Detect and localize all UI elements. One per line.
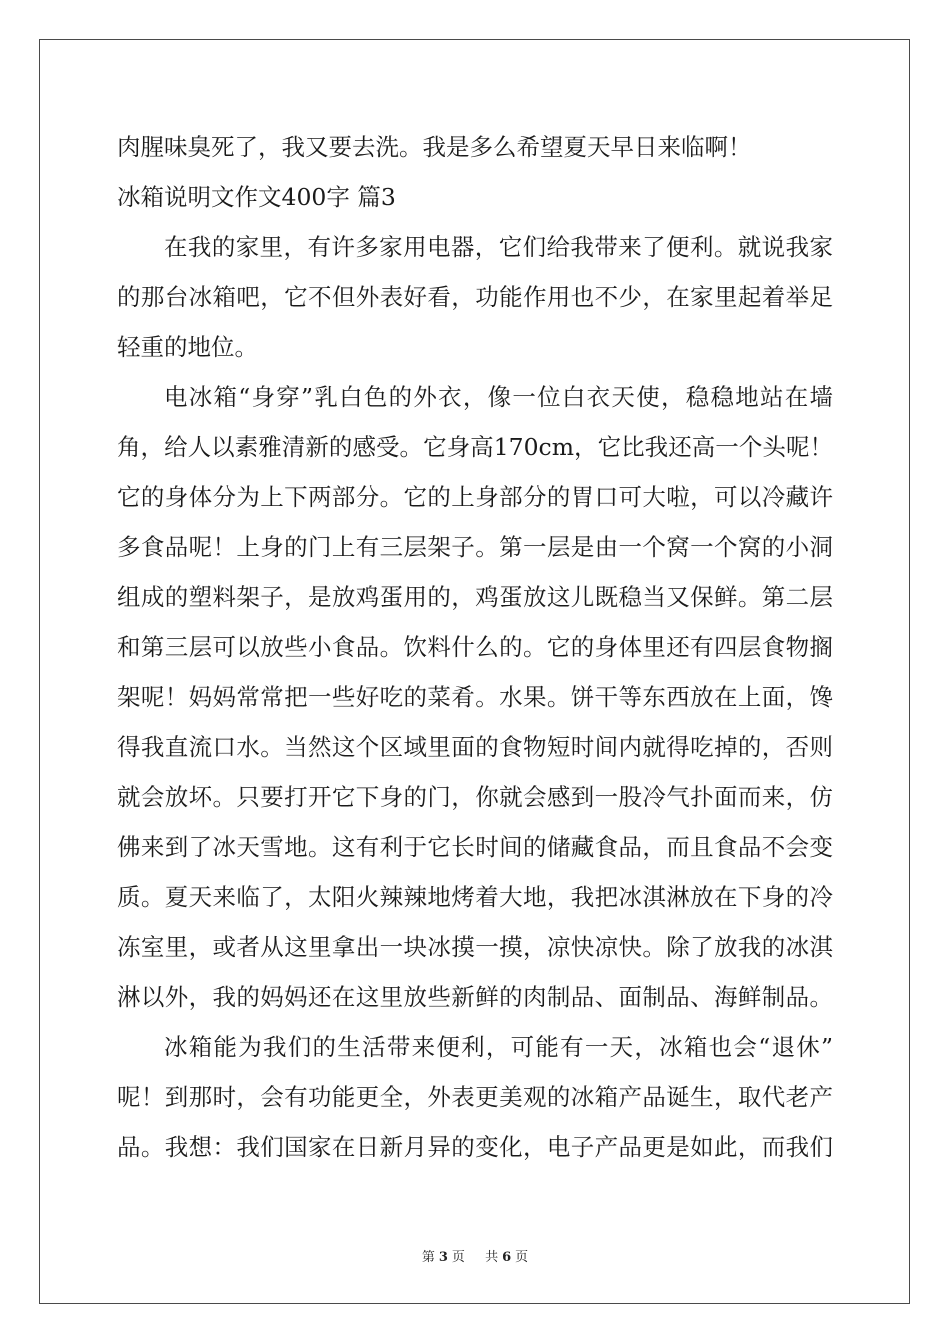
paragraph-line: 多食品呢！上身的门上有三层架子。第一层是由一个窝一个窝的小洞 <box>117 533 833 561</box>
paragraph-line: 呢！到那时，会有功能更全，外表更美观的冰箱产品诞生，取代老产 <box>117 1083 833 1111</box>
page-unit: 页 <box>451 1250 465 1265</box>
paragraph-line: 组成的塑料架子，是放鸡蛋用的，鸡蛋放这儿既稳当又保鲜。第二层 <box>117 583 833 611</box>
paragraph-line: 它的身体分为上下两部分。它的上身部分的胃口可大啦，可以冷藏许 <box>117 483 833 511</box>
paragraph-line: 质。夏天来临了，太阳火辣辣地烤着大地，我把冰淇淋放在下身的冷 <box>117 883 833 911</box>
paragraph-line: 冻室里，或者从这里拿出一块冰摸一摸，凉快凉快。除了放我的冰淇 <box>117 933 833 961</box>
current-page: 3 <box>438 1250 448 1265</box>
section-heading: 冰箱说明文作文400字 篇3 <box>117 183 396 211</box>
paragraph-line: 轻重的地位。 <box>117 333 258 361</box>
total-unit: 页 <box>515 1250 529 1265</box>
page-total <box>477 1250 536 1265</box>
paragraph-line: 架呢！妈妈常常把一些好吃的菜肴。水果。饼干等东西放在上面，馋 <box>117 683 833 711</box>
page-number <box>414 1250 473 1265</box>
paragraph-line: 电冰箱“身穿”乳白色的外衣，像一位白衣天使，稳稳地站在墙 <box>164 383 833 411</box>
paragraph-line: 的那台冰箱吧，它不但外表好看，功能作用也不少，在家里起着举足 <box>117 283 833 311</box>
total-pages: 6 <box>502 1250 512 1265</box>
paragraph-line: 就会放坏。只要打开它下身的门，你就会感到一股冷气扑面而来，仿 <box>117 783 833 811</box>
document-body <box>117 122 833 1172</box>
paragraph-line: 佛来到了冰天雪地。这有利于它长时间的储藏食品，而且食品不会变 <box>117 833 833 861</box>
paragraph-line: 得我直流口水。当然这个区域里面的食物短时间内就得吃掉的，否则 <box>117 733 833 761</box>
total-prefix: 共 <box>485 1250 499 1265</box>
text-line: 肉腥味臭死了，我又要去洗。我是多么希望夏天早日来临啊！ <box>117 133 752 161</box>
paragraph-line: 角，给人以素雅清新的感受。它身高170cm，它比我还高一个头呢！ <box>117 433 833 461</box>
paragraph-line: 在我的家里，有许多家用电器，它们给我带来了便利。就说我家 <box>164 233 833 261</box>
page-prefix: 第 <box>421 1250 435 1265</box>
paragraph-line: 冰箱能为我们的生活带来便利，可能有一天，冰箱也会“退休” <box>164 1033 833 1061</box>
paragraph-line: 淋以外，我的妈妈还在这里放些新鲜的肉制品、面制品、海鲜制品。 <box>117 983 833 1011</box>
page-footer <box>0 1246 950 1265</box>
paragraph-line: 和第三层可以放些小食品。饮料什么的。它的身体里还有四层食物搁 <box>117 633 833 661</box>
paragraph-line: 品。我想：我们国家在日新月异的变化，电子产品更是如此，而我们 <box>117 1133 833 1161</box>
